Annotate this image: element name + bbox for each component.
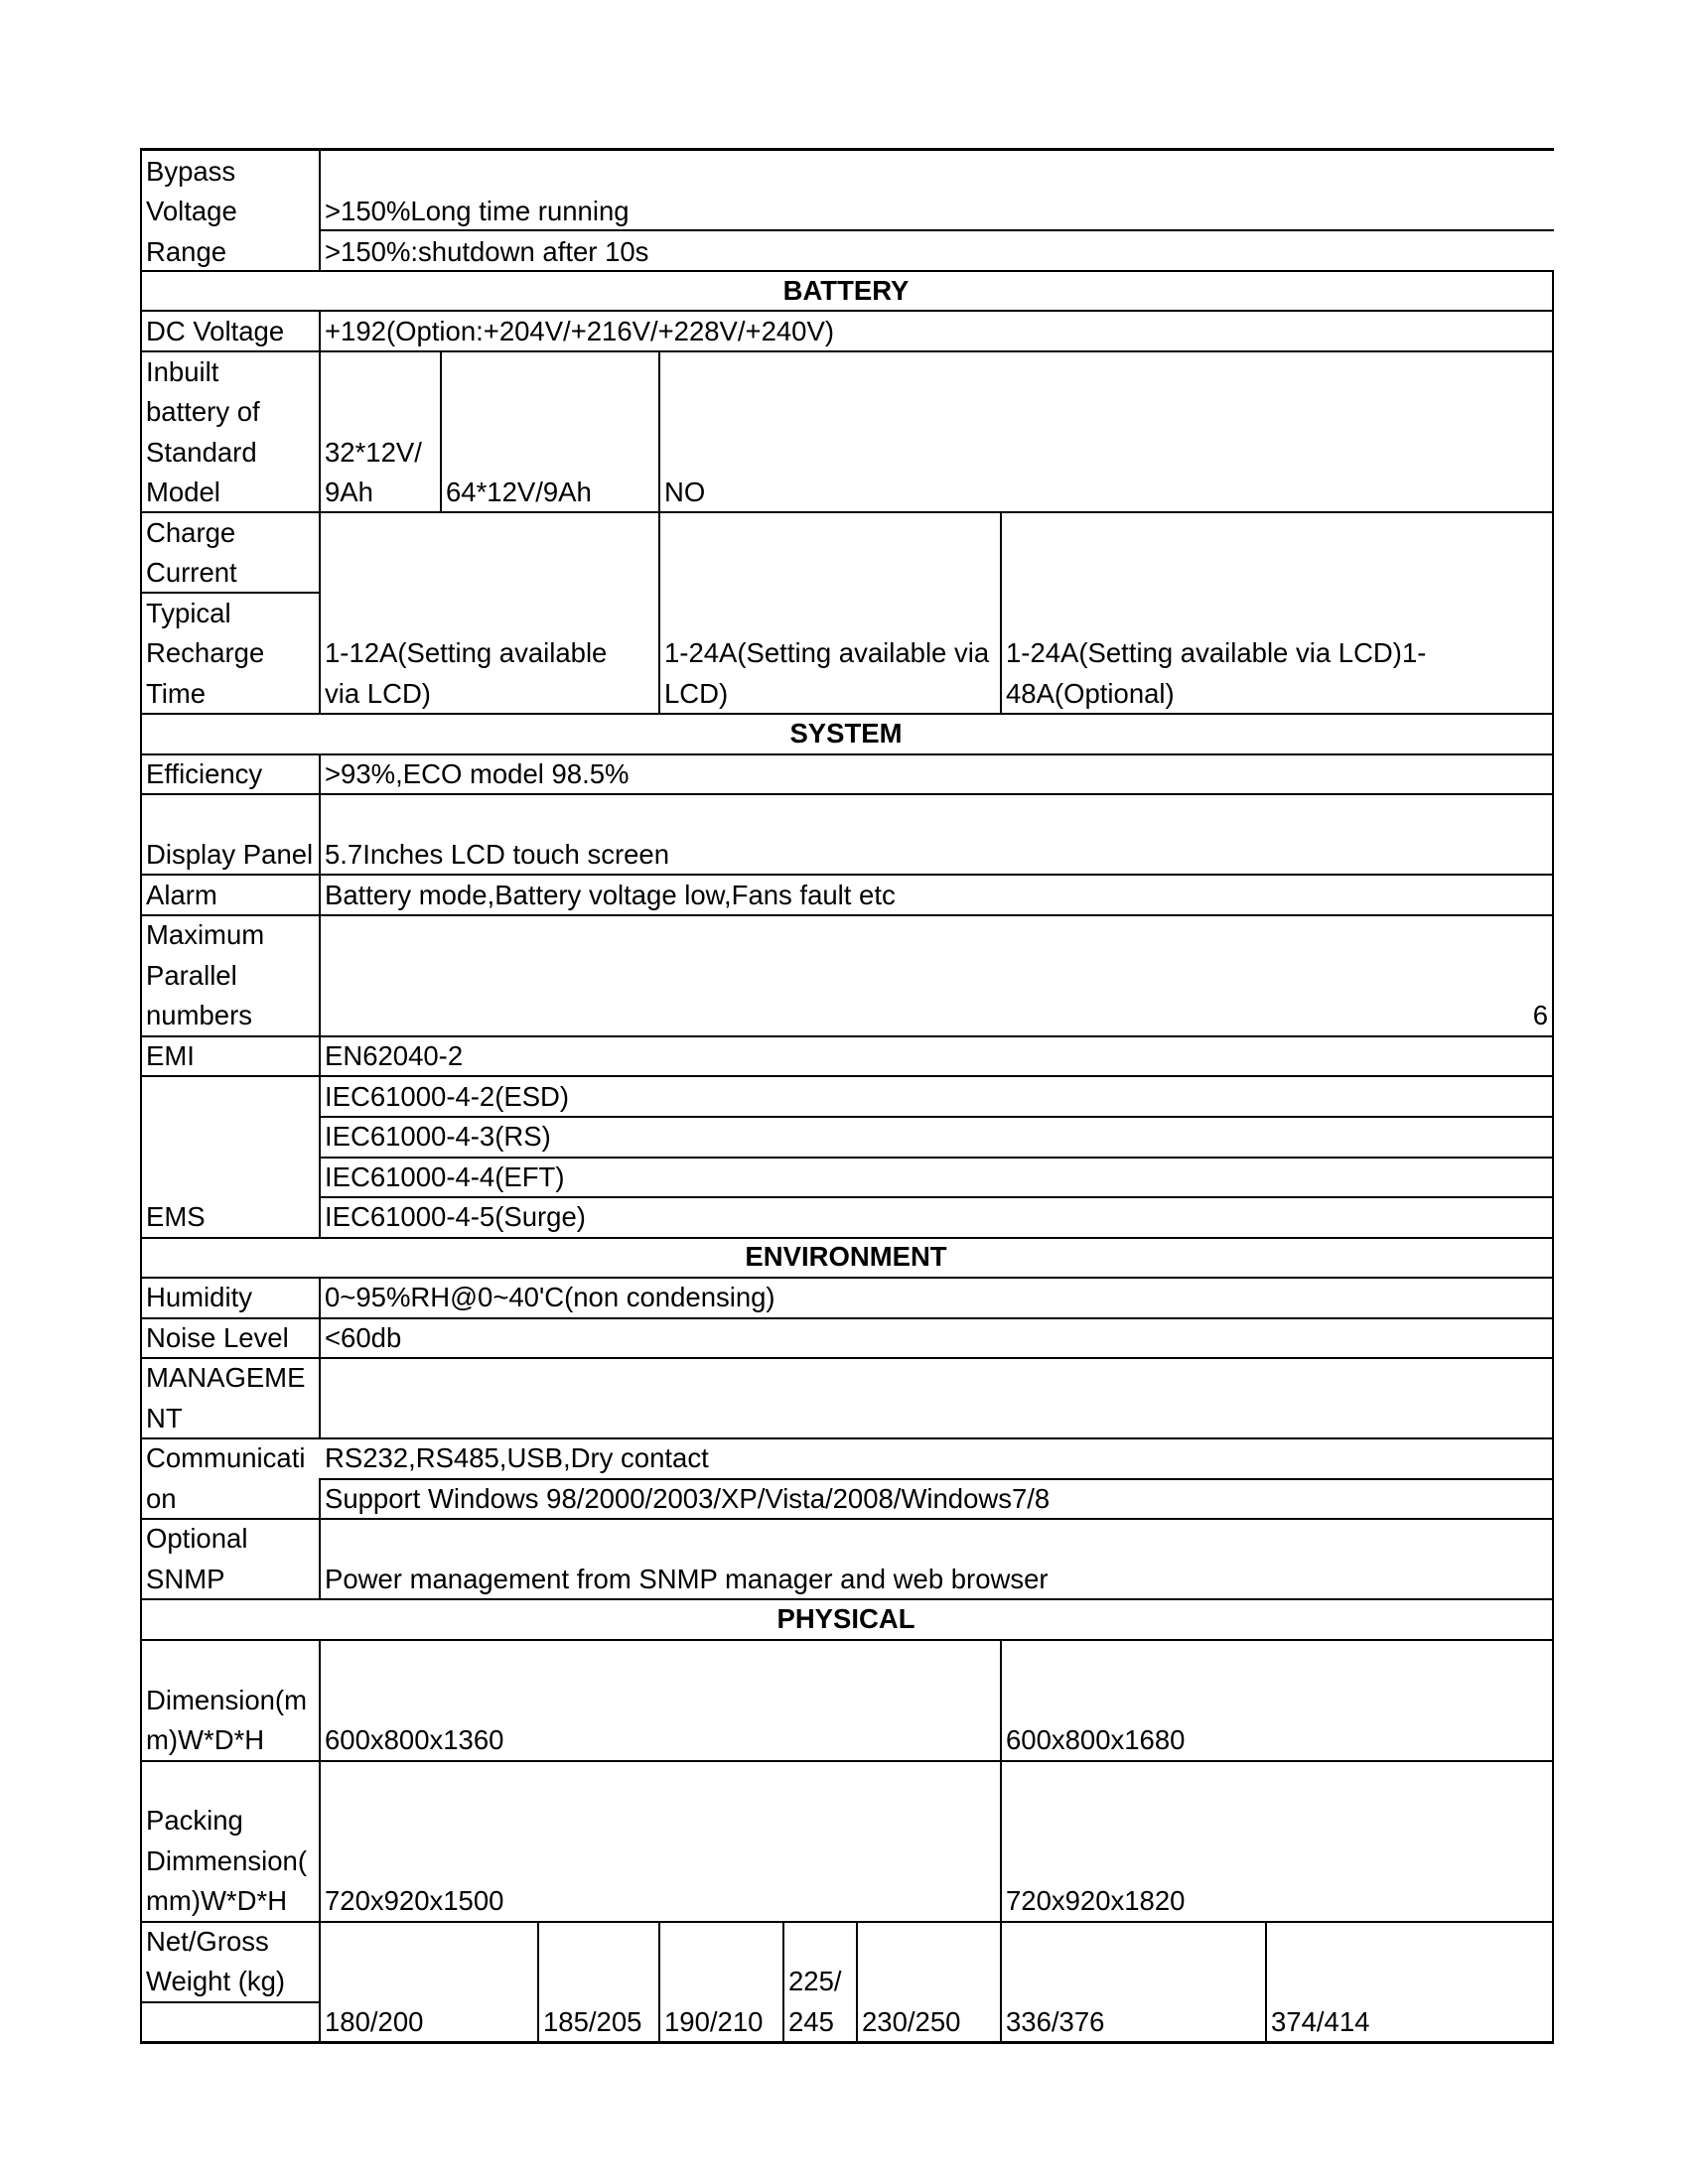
- snmp-value: Power management from SNMP manager and web browser: [325, 1564, 1049, 1594]
- charge-value-1-line2: via LCD): [325, 678, 431, 709]
- rule: [658, 1921, 660, 2044]
- rule-label-column: [319, 1639, 321, 2044]
- efficiency-label: Efficiency: [146, 758, 263, 789]
- management-label-line2: NT: [146, 1403, 183, 1433]
- dc-voltage-value: +192(Option:+204V/+216V/+228V/+240V): [325, 316, 834, 346]
- communication-label-line1: Communicati: [146, 1442, 306, 1473]
- alarm-label: Alarm: [146, 880, 217, 910]
- rule-label-column: [319, 1277, 321, 1438]
- ems-value-rs: IEC61000-4-3(RS): [325, 1121, 551, 1152]
- rule-label-column: [319, 148, 321, 271]
- rule: [658, 350, 660, 714]
- packing-value-2: 720x920x1820: [1006, 1885, 1186, 1916]
- ems-value-eft: IEC61000-4-4(EFT): [325, 1161, 565, 1192]
- inbuilt-battery-value-1-line2: 9Ah: [325, 477, 373, 507]
- inbuilt-battery-value-2: 64*12V/9Ah: [446, 477, 592, 507]
- rule-label-column: [319, 1478, 321, 1599]
- charge-value-1-line1: 1-12A(Setting available: [325, 637, 608, 668]
- recharge-time-label-line2: Recharge: [146, 637, 265, 668]
- weight-label-line1: Net/Gross: [146, 1926, 269, 1957]
- humidity-label: Humidity: [146, 1282, 252, 1312]
- rule: [1000, 511, 1002, 714]
- inbuilt-battery-label-line4: Model: [146, 477, 220, 507]
- section-heading-system: SYSTEM: [789, 718, 903, 749]
- recharge-time-label-line3: Time: [146, 678, 207, 709]
- ems-value-surge: IEC61000-4-5(Surge): [325, 1201, 586, 1232]
- charge-current-label-line1: Charge: [146, 517, 236, 548]
- recharge-time-label-line1: Typical: [146, 598, 231, 628]
- dimension-label-line1: Dimension(m: [146, 1685, 307, 1715]
- packing-label-line3: mm)W*D*H: [146, 1885, 288, 1916]
- packing-label-line1: Packing: [146, 1805, 243, 1836]
- charge-value-2-line1: 1-24A(Setting available via: [664, 637, 990, 668]
- communication-value-2: Support Windows 98/2000/2003/XP/Vista/2008/Windows7/8: [325, 1483, 1051, 1514]
- inbuilt-battery-label-line3: Standard: [146, 437, 257, 468]
- emi-value: EN62040-2: [325, 1040, 464, 1071]
- ems-value-esd: IEC61000-4-2(ESD): [325, 1081, 570, 1112]
- ems-label: EMS: [146, 1201, 206, 1232]
- weight-value-5: 230/250: [862, 2006, 961, 2037]
- parallel-label-line2: Parallel: [146, 960, 237, 991]
- inbuilt-battery-label-line2: battery of: [146, 396, 260, 427]
- snmp-label-line2: SNMP: [146, 1564, 225, 1594]
- section-heading-environment: ENVIRONMENT: [745, 1241, 947, 1272]
- communication-label-line2: on: [146, 1483, 177, 1514]
- rule: [1265, 1921, 1267, 2044]
- rule-label-column: [319, 753, 321, 1238]
- charge-current-label-line2: Current: [146, 557, 237, 588]
- rule: [856, 1921, 858, 2044]
- weight-label-line2: Weight (kg): [146, 1966, 286, 1996]
- bypass-label-line3: Range: [146, 236, 227, 267]
- parallel-label-line3: numbers: [146, 1000, 252, 1030]
- bypass-value-2: >150%:shutdown after 10s: [325, 236, 649, 267]
- rule-right: [1552, 270, 1554, 2044]
- bypass-label-line2: Voltage: [146, 196, 237, 226]
- charge-value-3-line1: 1-24A(Setting available via LCD)1-: [1006, 637, 1427, 668]
- alarm-value: Battery mode,Battery voltage low,Fans fault etc: [325, 880, 896, 910]
- section-heading-battery: BATTERY: [782, 275, 910, 306]
- rule: [782, 1921, 784, 2044]
- rule: [140, 2001, 321, 2003]
- bypass-label-line1: Bypass: [146, 156, 236, 187]
- charge-value-2-line2: LCD): [664, 678, 729, 709]
- weight-value-1: 180/200: [325, 2006, 424, 2037]
- parallel-value: 6: [1532, 1000, 1548, 1030]
- packing-value-1: 720x920x1500: [325, 1885, 504, 1916]
- rule: [140, 1760, 1554, 1762]
- weight-value-6: 336/376: [1006, 2006, 1105, 2037]
- weight-value-3: 190/210: [664, 2006, 764, 2037]
- display-panel-value: 5.7Inches LCD touch screen: [325, 839, 669, 870]
- dc-voltage-label: DC Voltage: [146, 316, 285, 346]
- weight-value-4-line1: 225/: [788, 1966, 842, 1996]
- noise-level-label: Noise Level: [146, 1322, 289, 1353]
- snmp-label-line1: Optional: [146, 1523, 248, 1554]
- weight-value-4-line2: 245: [788, 2006, 834, 2037]
- rule-left: [140, 148, 142, 2044]
- humidity-value: 0~95%RH@0~40'C(non condensing): [325, 1282, 775, 1312]
- weight-value-2: 185/205: [543, 2006, 642, 2037]
- inbuilt-battery-value-1-line1: 32*12V/: [325, 437, 422, 468]
- efficiency-value: >93%,ECO model 98.5%: [325, 758, 630, 789]
- parallel-label-line1: Maximum: [146, 919, 265, 950]
- emi-label: EMI: [146, 1040, 195, 1071]
- rule: [1000, 1639, 1002, 2044]
- rule: [140, 1639, 1554, 1641]
- rule: [537, 1921, 539, 2044]
- noise-level-value: <60db: [325, 1322, 402, 1353]
- dimension-label-line2: m)W*D*H: [146, 1724, 265, 1755]
- rule: [140, 1921, 1554, 1923]
- display-panel-label: Display Panel: [146, 839, 314, 870]
- rule-top: [140, 148, 1554, 151]
- management-label-line1: MANAGEME: [146, 1362, 306, 1393]
- packing-label-line2: Dimmension(: [146, 1845, 307, 1876]
- rule-label-column: [319, 310, 321, 714]
- bypass-value-1: >150%Long time running: [325, 196, 630, 226]
- dimension-value-1: 600x800x1360: [325, 1724, 504, 1755]
- dimension-value-2: 600x800x1680: [1006, 1724, 1186, 1755]
- rule: [440, 350, 442, 512]
- inbuilt-battery-value-3: NO: [664, 477, 706, 507]
- communication-value-1: RS232,RS485,USB,Dry contact: [325, 1442, 709, 1473]
- weight-value-7: 374/414: [1271, 2006, 1370, 2037]
- inbuilt-battery-label-line1: Inbuilt: [146, 356, 219, 387]
- charge-value-3-line2: 48A(Optional): [1006, 678, 1175, 709]
- section-heading-physical: PHYSICAL: [776, 1603, 915, 1634]
